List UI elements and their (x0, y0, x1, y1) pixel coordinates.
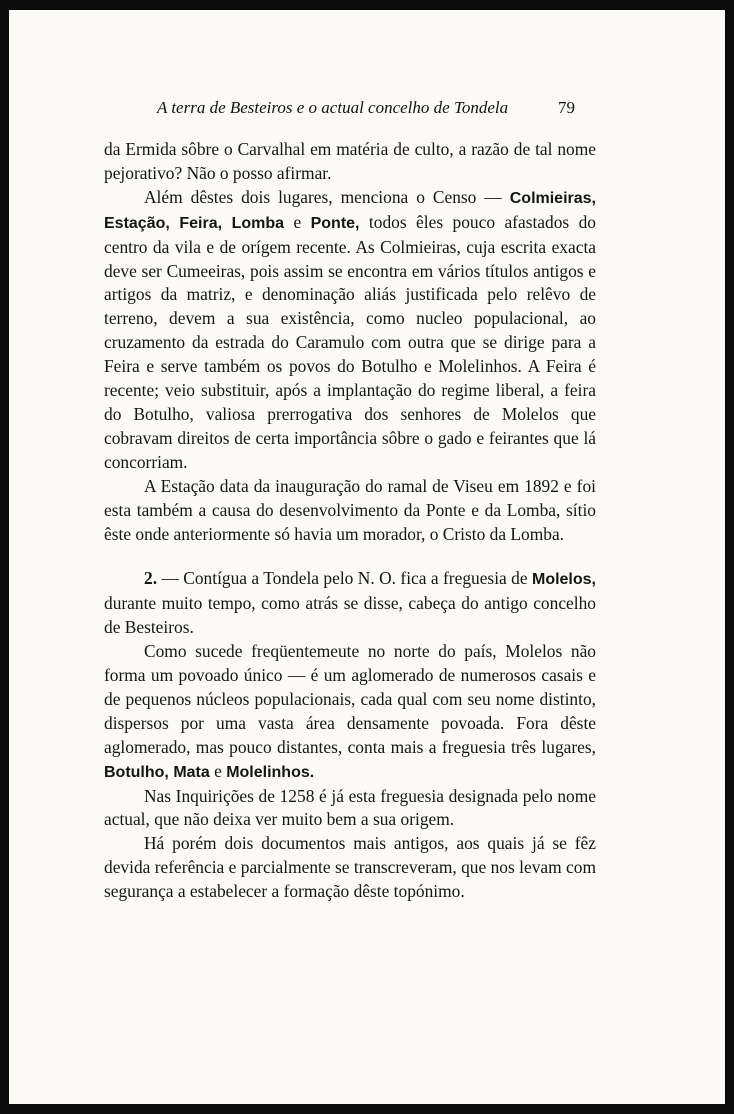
paragraph-7: Há porém dois documentos mais antigos, aos quais já se fêz devida referência e parcialmente se transcreveram, que nos levam com segurança a estabelecer a formação dêste topónimo. (104, 833, 596, 902)
page-number: 79 (558, 98, 575, 117)
place-names-bold: Botulho, Mata (104, 763, 210, 781)
paragraph-6: Nas Inquirições de 1258 é já esta freguesia designada pelo nome actual, que não deixa ver muito bem a sua origem. (104, 785, 596, 830)
book-page (9, 10, 725, 1104)
section-2-paragraph: 2. — Contígua a Tondela pelo N. O. fica a freguesia de Molelos, durante muito tempo, como atrás se disse, cabeça do antigo concelho de Besteiros. (104, 568, 596, 638)
place-name-bold: Molelinhos. (226, 763, 315, 781)
section-number: 2. (144, 568, 158, 589)
page-body (104, 138, 596, 904)
paragraph-3: A Estação data da inauguração do ramal de Viseu em 1892 e foi esta também a causa do desenvolvimento da Ponte e da Lomba, sítio êste onde anteriormente só havia um morador, o Cristo da Lomba. (104, 475, 596, 544)
page-header (9, 98, 725, 124)
place-names-bold: Colmieiras, Estação, Feira, Lomba (104, 189, 596, 232)
place-name-bold: Ponte, (310, 214, 360, 232)
place-name-bold: Molelos, (531, 571, 596, 589)
running-title: A terra de Besteiros e o actual concelho de Tondela (157, 98, 509, 117)
paragraph-1: da Ermida sôbre o Carvalhal em matéria de culto, a razão de tal nome pejorativo? Não o posso afirmar. (104, 139, 596, 183)
paragraph-2: Além dêstes dois lugares, menciona o Censo — Colmieiras, Estação, Feira, Lomba e Ponte, todos êles pouco afastados do centro da vila e de orígem recente. As Colmieiras, cuja escrita exacta deve ser Cumeeiras, pois assim se encontra em vários títulos antigos e artigos da matriz, e denominação aliás justificada pelo relêvo de terreno, devem a sua existência, como nucleo populacional, ao cruzamento da estrada do Caramulo com outra que se dirige para a Feira e serve também os povos do Botulho e Molelinhos. A Feira é recente; veio substituir, após a implantação do regime liberal, a feira do Botulho, valiosa prerrogativa dos senhores de Molelos que cobravam direitos de certa importância sôbre o gado e feirantes que lá concorriam. (104, 186, 596, 472)
paragraph-5: Como sucede freqüentemeute no norte do país, Molelos não forma um povoado único — é um aglomerado de numerosos casais e de pequenos núcleos populacionais, cada qual com seu nome distinto, dispersos por uma vasta área densamente povoada. Fora dêste aglomerado, mas pouco distantes, conta mais a freguesia três lugares, Botulho, Mata e Molelinhos. (104, 641, 596, 781)
